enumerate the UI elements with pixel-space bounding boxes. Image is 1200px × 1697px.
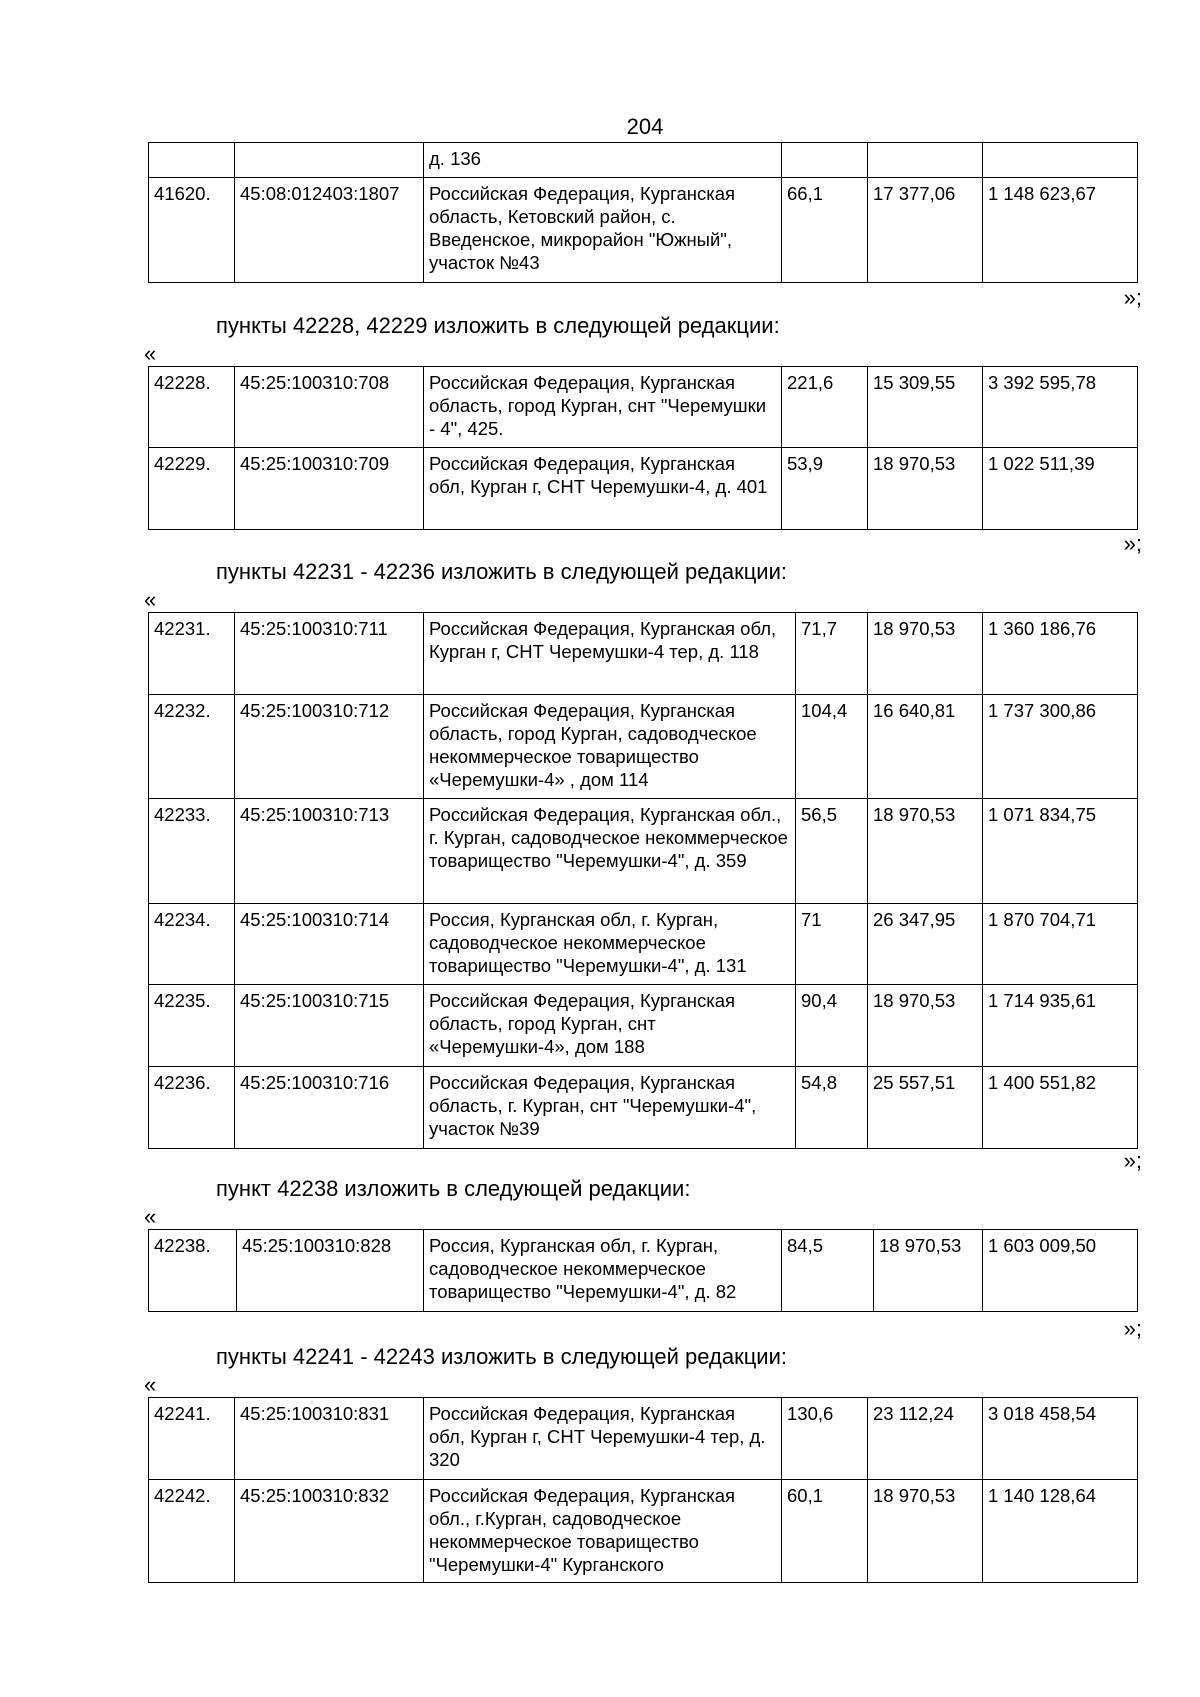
unit-price: 18 970,53 — [868, 799, 983, 904]
unit-price: 25 557,51 — [868, 1067, 983, 1149]
unit-price — [868, 143, 983, 178]
address: Российская Федерация, Курганская область, Кетовский район, с. Введенское, микрорайон "Южный", участок №43 — [424, 178, 782, 283]
address: Российская Федерация, Курганская обл., г.Курган, садоводческое некоммерческое товарищество "Черемушки-4" Курганского — [424, 1480, 782, 1583]
unit-price: 18 970,53 — [868, 1480, 983, 1583]
area — [782, 143, 868, 178]
row-number: 42229. — [149, 448, 235, 530]
close-quote: »; — [1123, 1148, 1142, 1173]
address: Российская Федерация, Курганская область, город Курган, садоводческое некоммерческое товарищество «Черемушки-4» , дом 114 — [424, 695, 796, 799]
address: Российская Федерация, Курганская область, г. Курган, снт "Черемушки-4", участок №39 — [424, 1067, 796, 1149]
table-block1 — [148, 366, 1138, 530]
page-number: 204 — [626, 114, 664, 139]
cadastral-number: 45:25:100310:711 — [235, 613, 424, 695]
cadastral-value: 1 603 009,50 — [983, 1230, 1138, 1312]
row-number: 42232. — [149, 695, 235, 799]
row-number: 41620. — [149, 178, 235, 283]
section-heading: пункты 42231 - 42236 изложить в следующей редакции: — [216, 559, 788, 584]
unit-price: 18 970,53 — [874, 1230, 983, 1312]
row-number: 42236. — [149, 1067, 235, 1149]
unit-price: 18 970,53 — [868, 448, 983, 530]
area: 104,4 — [796, 695, 868, 799]
table-row — [149, 1230, 1138, 1312]
address: Россия, Курганская обл, г. Курган, садоводческое некоммерческое товарищество "Черемушки-4", д. 131 — [424, 904, 796, 985]
row-number: 42238. — [149, 1230, 237, 1312]
address: Российская Федерация, Курганская область, город Курган, снт "Черемушки - 4", 425. — [424, 367, 782, 448]
row-number — [149, 143, 235, 178]
area: 90,4 — [796, 985, 868, 1067]
section-heading: пункт 42238 изложить в следующей редакции: — [216, 1176, 691, 1201]
table-row — [149, 178, 1138, 283]
section-heading: пункты 42228, 42229 изложить в следующей редакции: — [216, 313, 780, 338]
area: 56,5 — [796, 799, 868, 904]
address: Российская Федерация, Курганская обл, Курган г, СНТ Черемушки-4 тер, д. 320 — [424, 1398, 782, 1480]
open-quote: « — [144, 341, 157, 366]
row-number: 42228. — [149, 367, 235, 448]
unit-price: 18 970,53 — [868, 985, 983, 1067]
table-block4 — [148, 1397, 1138, 1583]
address: д. 136 — [424, 143, 782, 178]
close-quote: »; — [1123, 285, 1142, 310]
cadastral-value: 1 400 551,82 — [983, 1067, 1138, 1149]
area: 66,1 — [782, 178, 868, 283]
address: Россия, Курганская обл, г. Курган, садоводческое некоммерческое товарищество "Черемушки-4", д. 82 — [424, 1230, 782, 1312]
table-row — [149, 448, 1138, 530]
cadastral-number: 45:25:100310:708 — [235, 367, 424, 448]
unit-price: 17 377,06 — [868, 178, 983, 283]
area: 130,6 — [782, 1398, 868, 1480]
table-block3 — [148, 1229, 1138, 1312]
close-quote: »; — [1123, 531, 1142, 556]
table-row — [149, 367, 1138, 448]
open-quote: « — [144, 1372, 157, 1397]
area: 71,7 — [796, 613, 868, 695]
cadastral-value: 1 360 186,76 — [983, 613, 1138, 695]
unit-price: 16 640,81 — [868, 695, 983, 799]
table-row — [149, 143, 1138, 178]
unit-price: 26 347,95 — [868, 904, 983, 985]
cadastral-number: 45:25:100310:832 — [235, 1480, 424, 1583]
cadastral-value: 1 148 623,67 — [983, 178, 1138, 283]
row-number: 42234. — [149, 904, 235, 985]
cadastral-value: 3 392 595,78 — [983, 367, 1138, 448]
table-row — [149, 904, 1138, 985]
table-row — [149, 695, 1138, 799]
address: Российская Федерация, Курганская обл, Курган г, СНТ Черемушки-4, д. 401 — [424, 448, 782, 530]
cadastral-number: 45:25:100310:831 — [235, 1398, 424, 1480]
cadastral-number: 45:25:100310:716 — [235, 1067, 424, 1149]
cadastral-number: 45:25:100310:828 — [237, 1230, 424, 1312]
area: 71 — [796, 904, 868, 985]
table-row — [149, 1398, 1138, 1480]
row-number: 42242. — [149, 1480, 235, 1583]
area: 53,9 — [782, 448, 868, 530]
cadastral-value: 1 022 511,39 — [983, 448, 1138, 530]
cadastral-value — [983, 143, 1138, 178]
table-row — [149, 1480, 1138, 1583]
unit-price: 18 970,53 — [868, 613, 983, 695]
table-row — [149, 985, 1138, 1067]
table-row — [149, 613, 1138, 695]
row-number: 42231. — [149, 613, 235, 695]
unit-price: 23 112,24 — [868, 1398, 983, 1480]
cadastral-number — [235, 143, 424, 178]
cadastral-number: 45:25:100310:709 — [235, 448, 424, 530]
address: Российская Федерация, Курганская область, город Курган, снт «Черемушки-4», дом 188 — [424, 985, 796, 1067]
address: Российская Федерация, Курганская обл, Курган г, СНТ Черемушки-4 тер, д. 118 — [424, 613, 796, 695]
row-number: 42241. — [149, 1398, 235, 1480]
row-number: 42235. — [149, 985, 235, 1067]
cadastral-value: 1 870 704,71 — [983, 904, 1138, 985]
cadastral-number: 45:25:100310:714 — [235, 904, 424, 985]
cadastral-value: 1 714 935,61 — [983, 985, 1138, 1067]
close-quote: »; — [1123, 1316, 1142, 1341]
section-heading: пункты 42241 - 42243 изложить в следующей редакции: — [216, 1344, 788, 1369]
table-row — [149, 799, 1138, 904]
area: 221,6 — [782, 367, 868, 448]
area: 54,8 — [796, 1067, 868, 1149]
table-block0 — [148, 142, 1138, 283]
cadastral-value: 3 018 458,54 — [983, 1398, 1138, 1480]
cadastral-value: 1 071 834,75 — [983, 799, 1138, 904]
cadastral-number: 45:25:100310:713 — [235, 799, 424, 904]
area: 60,1 — [782, 1480, 868, 1583]
unit-price: 15 309,55 — [868, 367, 983, 448]
table-block2 — [148, 612, 1138, 1149]
open-quote: « — [144, 1204, 157, 1229]
cadastral-value: 1 140 128,64 — [983, 1480, 1138, 1583]
cadastral-value: 1 737 300,86 — [983, 695, 1138, 799]
cadastral-number: 45:25:100310:715 — [235, 985, 424, 1067]
table-row — [149, 1067, 1138, 1149]
row-number: 42233. — [149, 799, 235, 904]
open-quote: « — [144, 587, 157, 612]
address: Российская Федерация, Курганская обл., г. Курган, садоводческое некоммерческое товарищество "Черемушки-4", д. 359 — [424, 799, 796, 904]
cadastral-number: 45:25:100310:712 — [235, 695, 424, 799]
cadastral-number: 45:08:012403:1807 — [235, 178, 424, 283]
area: 84,5 — [782, 1230, 874, 1312]
